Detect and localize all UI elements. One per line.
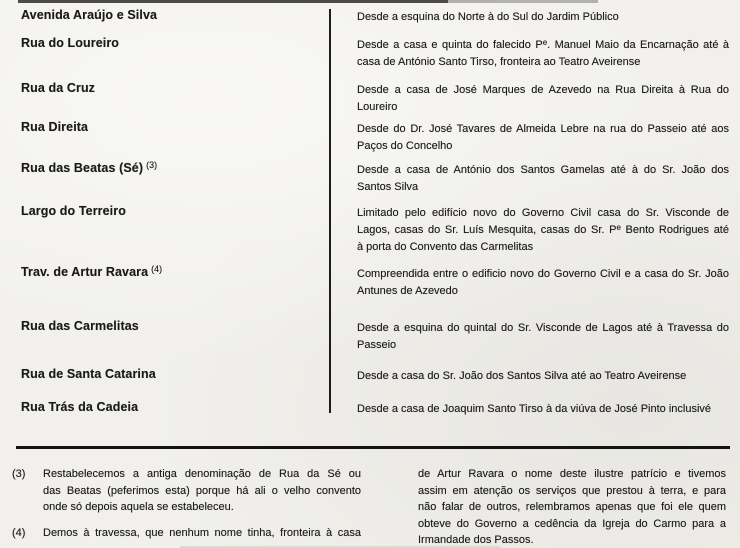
- text-segment: Desde a casa e quinta do falecido P: [357, 39, 543, 51]
- street-name-label: [21, 366, 319, 383]
- street-name-label: [21, 203, 319, 220]
- footnote: [12, 466, 361, 516]
- description-line: Limitado pelo edifício novo do Governo Civil casa do Sr. Visconde de: [357, 207, 729, 219]
- description-line: casa de António Santo Tirso, fronteira ao Teatro Aveirense: [357, 56, 641, 68]
- description-line: Desde a casa de José Marques de Azevedo na Rua Direita à Rua do: [357, 84, 729, 96]
- street-description: [357, 401, 729, 418]
- footnote: [418, 466, 726, 548]
- footnote-marker: (4): [12, 527, 26, 539]
- description-line: Antunes de Azevedo: [357, 285, 458, 297]
- description-line: Desde a esquina do quintal do Sr. Visconde de Lagos até à Travessa do: [357, 322, 729, 334]
- scan-edge-artifact: [18, 0, 448, 3]
- superscript-text: e: [616, 222, 621, 232]
- street-description: [357, 121, 729, 155]
- footnote: [12, 525, 361, 542]
- text-segment: . Manuel Maio da Encarnação até à: [547, 39, 729, 51]
- description-line: Desde do Dr. José Tavares de Almeida Lebre na rua do Passeio até aos: [357, 123, 729, 135]
- footnote-line: de Artur Ravara o nome deste ilustre patrício e tivemos: [418, 468, 726, 480]
- street-description: [357, 320, 729, 354]
- street-name-label: [21, 119, 319, 136]
- footnote-line: das Beatas (peferimos esta) porque há ali o velho convento: [43, 484, 361, 497]
- footnote-line: obteve do Governo a cedência da Igreja do Carmo para a: [418, 517, 726, 530]
- street-description: [357, 162, 729, 196]
- footnote-reference: (3): [146, 160, 158, 170]
- description-line: à porta do Convento das Carmelitas: [357, 241, 534, 253]
- text-segment: Bento Rodrigues até: [620, 224, 729, 236]
- column-divider-line: [329, 9, 331, 413]
- description-line: Santos Silva: [357, 181, 419, 193]
- footnote-line: assim em atenção os serviços que prestou à terra, e para: [418, 484, 726, 497]
- footnote-separator-line: [16, 446, 730, 449]
- footnote-line: Demos à travessa, que nenhum nome tinha, fronteira à casa: [43, 527, 361, 539]
- footnote-line: não falar de outros, relembramos apenas que foi ele quem: [418, 501, 726, 513]
- footnote-text: [418, 466, 726, 548]
- street-name-label: [21, 7, 319, 24]
- description-line: Desde a casa de Joaquim Santo Tirso à da viúva de José Pinto inclusivé: [357, 403, 712, 415]
- street-description: [357, 368, 729, 385]
- street-name-text: Avenida Araújo e Silva: [21, 8, 158, 22]
- street-name-label: [21, 399, 319, 416]
- footnote-marker: (3): [12, 468, 26, 480]
- description-line: Paços do Concelho: [357, 140, 453, 152]
- text-segment: Lagos, casas do Sr. Luís Mesquita, casas do Sr. P: [357, 224, 617, 236]
- footnote-text: [43, 466, 361, 516]
- street-name-text: Rua da Cruz: [21, 81, 96, 95]
- street-name-text: Rua Direita: [21, 120, 89, 134]
- street-name-label: [21, 35, 319, 52]
- description-line: Desde a esquina do Norte à do Sul do Jardim Público: [357, 11, 619, 23]
- street-description: [357, 266, 729, 300]
- street-name-text: Rua das Carmelitas: [21, 319, 139, 333]
- superscript-text: e: [542, 37, 548, 47]
- street-description: [357, 9, 729, 26]
- street-name-text: Rua do Loureiro: [21, 36, 120, 50]
- street-name-text: Rua de Santa Catarina: [21, 367, 156, 381]
- description-line: [357, 222, 729, 239]
- footnote-line: Irmandade dos Passos.: [418, 534, 534, 546]
- description-line: Compreendida entre o edificio novo do Governo Civil e a casa do Sr. João: [357, 268, 729, 280]
- street-name-text: Rua Trás da Cadeia: [21, 400, 139, 414]
- footnote-text: [43, 525, 361, 542]
- street-name-text: Largo do Terreiro: [21, 204, 126, 218]
- footnote-reference: (4): [151, 264, 163, 274]
- street-name-label: [21, 318, 319, 335]
- street-name-label: [21, 264, 319, 281]
- scan-edge-artifact: [448, 0, 598, 3]
- description-line: Desde a casa de António dos Santos Gamelas até à do Sr. João dos: [357, 164, 729, 176]
- description-line: Passeio: [357, 339, 397, 351]
- street-name-label: [21, 160, 319, 177]
- street-name-label: [21, 80, 319, 97]
- street-description: [357, 205, 729, 256]
- description-line: Loureiro: [357, 101, 398, 113]
- footnote-line: onde só depois aquela se estabeleceu.: [43, 501, 234, 513]
- street-name-text: Rua das Beatas (Sé): [21, 161, 144, 175]
- street-description: [357, 37, 729, 71]
- street-description: [357, 82, 729, 116]
- description-line: Desde a casa do Sr. João dos Santos Silva até ao Teatro Aveirense: [357, 370, 687, 382]
- street-name-text: Trav. de Artur Ravara: [21, 265, 149, 279]
- footnote-line: Restabelecemos a antiga denominação de Rua da Sé ou: [43, 468, 361, 480]
- description-line: [357, 37, 729, 54]
